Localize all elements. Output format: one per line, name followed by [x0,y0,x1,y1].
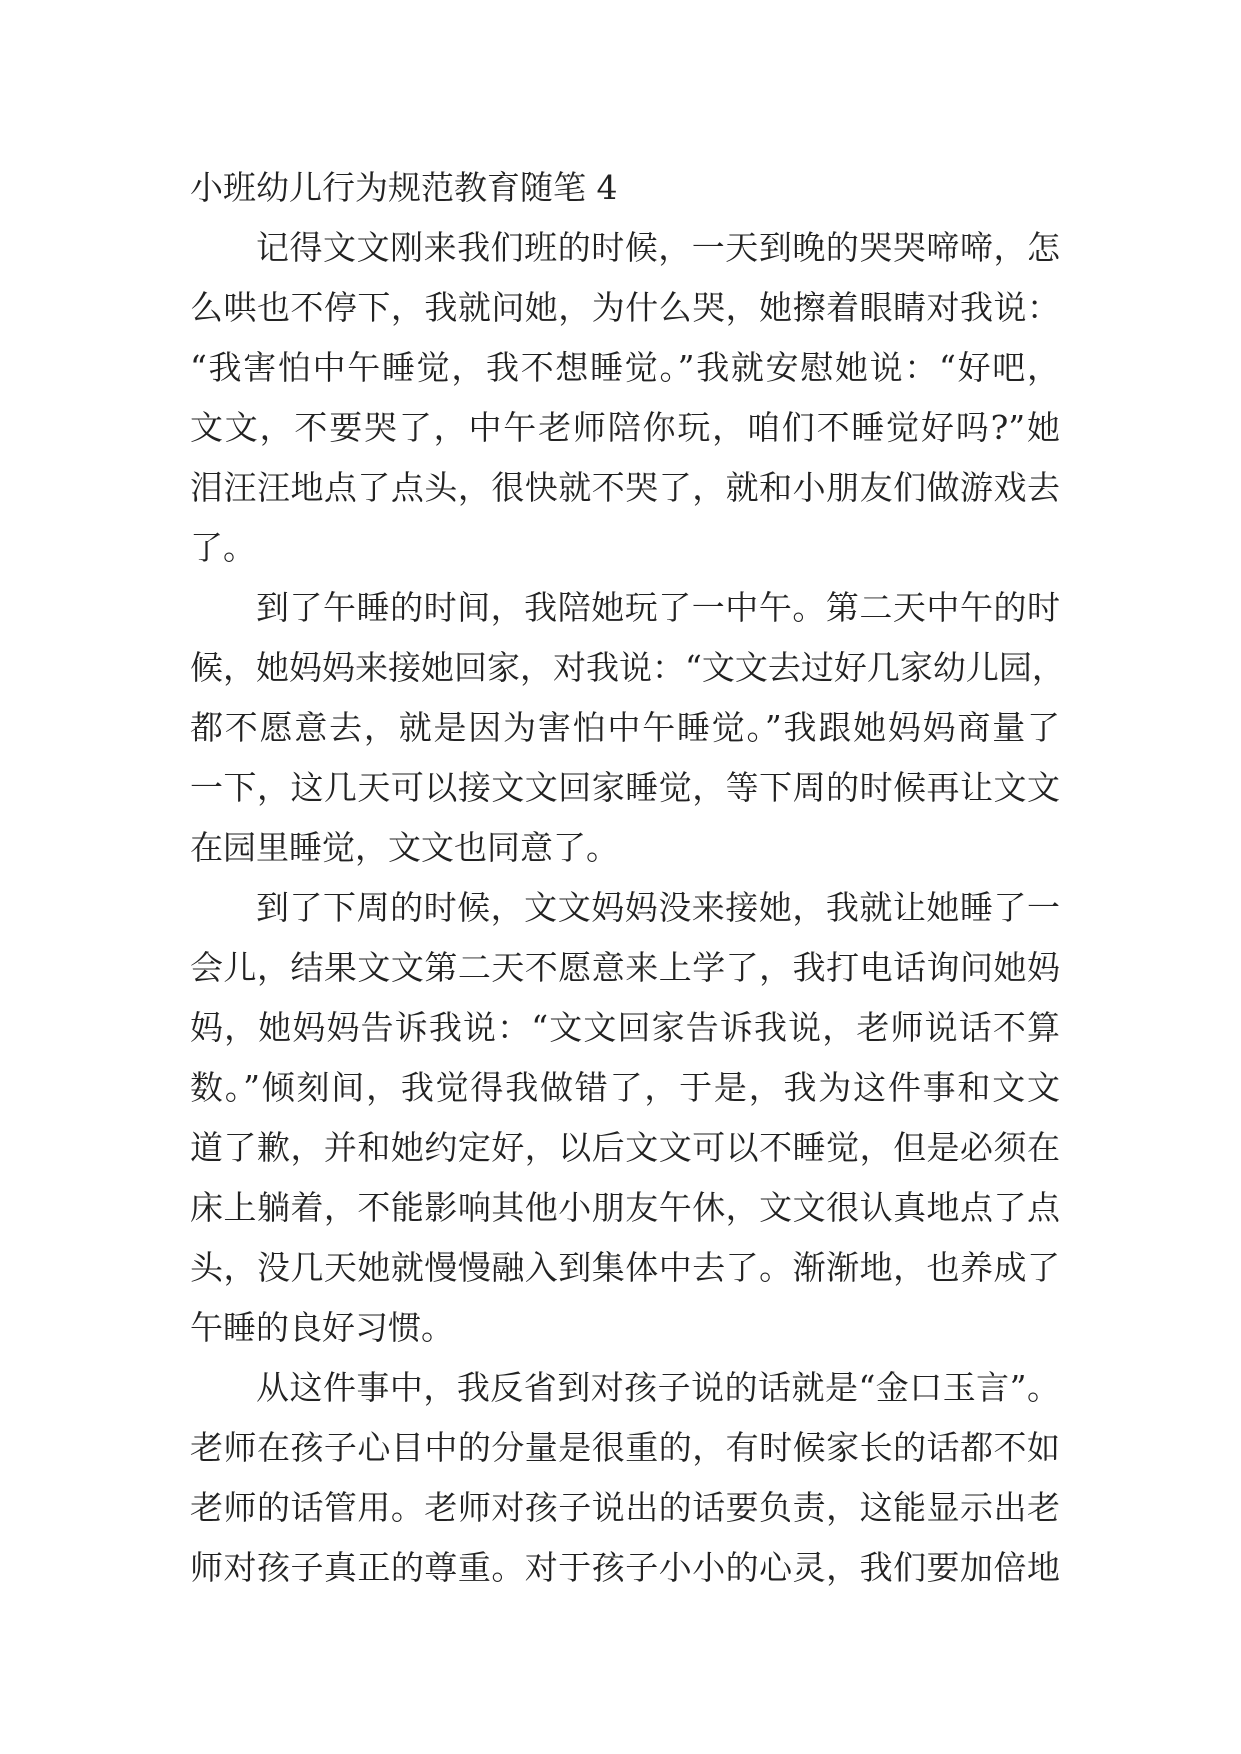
paragraph-line: 么哄也不停下，我就问她，为什么哭，她擦着眼睛对我说： [190,288,1060,327]
paragraph-line: 泪汪汪地点了点头，很快就不哭了，就和小朋友们做游戏去 [190,468,1060,507]
paragraph-line: 妈，她妈妈告诉我说：“文文回家告诉我说，老师说话不算 [190,1008,1060,1047]
paragraph-line: 在园里睡觉，文文也同意了。 [190,828,619,867]
paragraph-line: 头，没几天她就慢慢融入到集体中去了。渐渐地，也养成了 [190,1248,1060,1287]
paragraph-line: 午睡的良好习惯。 [190,1308,454,1347]
paragraph-3 [190,878,1060,1358]
paragraph-line: “我害怕中午睡觉，我不想睡觉。”我就安慰她说：“好吧， [190,348,1060,387]
paragraph-line: 都不愿意去，就是因为害怕中午睡觉。”我跟她妈妈商量了 [190,708,1060,747]
paragraph-line: 师对孩子真正的尊重。对于孩子小小的心灵，我们要加倍地 [190,1548,1060,1587]
paragraph-4 [190,1358,1060,1598]
paragraph-2 [190,578,1065,878]
paragraph-line: 床上躺着，不能影响其他小朋友午休，文文很认真地点了点 [190,1188,1060,1227]
paragraph-line: 数。”倾刻间，我觉得我做错了，于是，我为这件事和文文 [190,1068,1060,1107]
paragraph-1 [190,218,1060,578]
paragraph-line: 会儿，结果文文第二天不愿意来上学了，我打电话询问她妈 [190,948,1060,987]
paragraph-line: 候，她妈妈来接她回家，对我说：“文文去过好几家幼儿园， [190,648,1065,687]
paragraph-line: 到了午睡的时间，我陪她玩了一中午。第二天中午的时 [256,588,1060,627]
paragraph-line: 文文，不要哭了，中午老师陪你玩，咱们不睡觉好吗?”她 [190,408,1060,447]
paragraph-line: 了。 [190,528,256,567]
paragraph-line: 一下，这几天可以接文文回家睡觉，等下周的时候再让文文 [190,768,1060,807]
paragraph-line: 从这件事中，我反省到对孩子说的话就是“金口玉言”。 [256,1368,1060,1407]
paragraph-line: 老师的话管用。老师对孩子说出的话要负责，这能显示出老 [190,1488,1060,1527]
paragraph-line: 道了歉，并和她约定好，以后文文可以不睡觉，但是必须在 [190,1128,1060,1167]
paragraph-line: 到了下周的时候，文文妈妈没来接她，我就让她睡了一 [256,888,1060,927]
document-body [190,158,1065,1598]
document-title: 小班幼儿行为规范教育随笔 4 [190,168,618,207]
paragraph-line: 老师在孩子心目中的分量是很重的，有时候家长的话都不如 [190,1428,1060,1467]
paragraph-line: 记得文文刚来我们班的时候，一天到晚的哭哭啼啼，怎 [256,228,1060,267]
